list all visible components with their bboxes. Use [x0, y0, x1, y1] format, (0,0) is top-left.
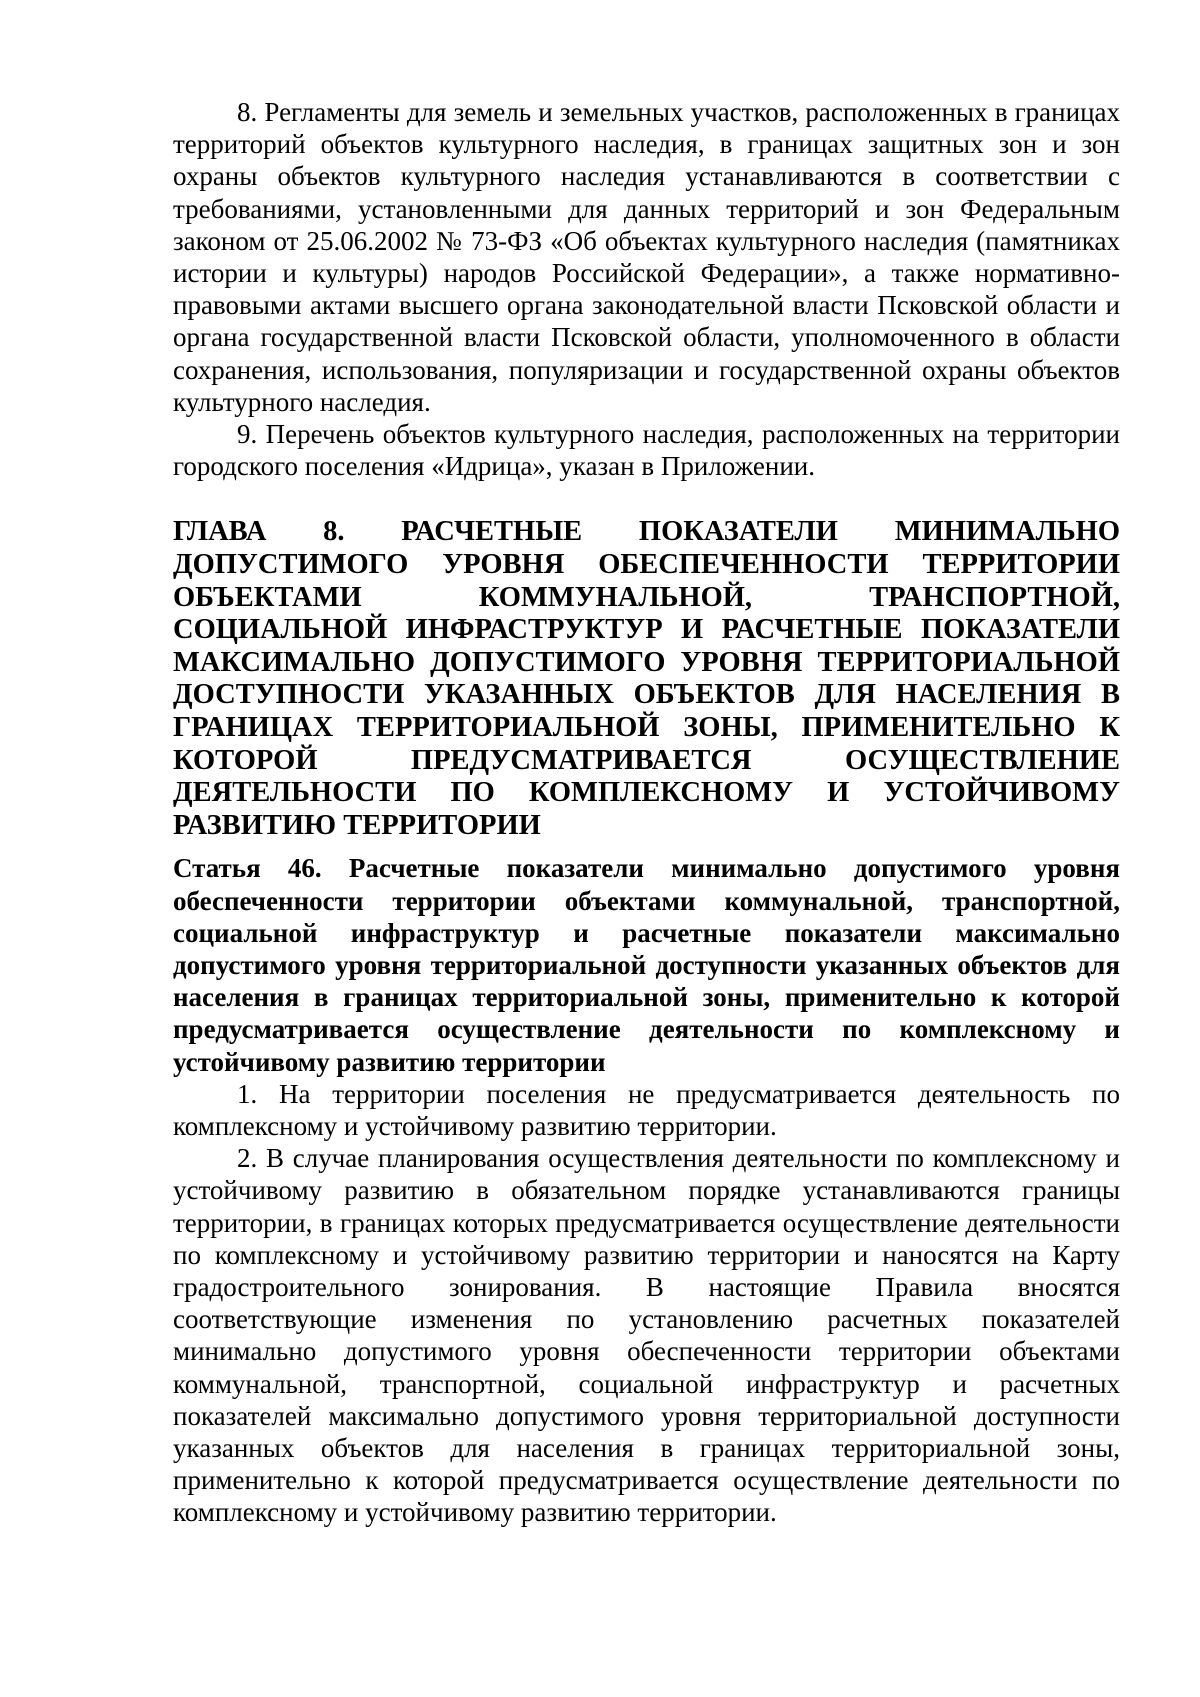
item-1: 1. На территории поселения не предусматривается деятельность по комплексному и устойчивому развитию территории. [173, 1078, 1120, 1141]
paragraph-8: 8. Регламенты для земель и земельных участков, расположенных в границах территорий объектов культурного наследия, в границах защитных зон и зон охраны объектов культурного наследия устанавливаются в соответствии с требованиями, установленными для данных территорий и зон Федеральным законом от 25.06.2002 № 73-ФЗ «Об объектах культурного наследия (памятниках истории и культуры) народов Российской Федерации», а также нормативно-правовыми актами высшего органа законодательной власти Псковской области и органа государственной власти Псковской области, уполномоченного в области сохранения, использования, популяризации и государственной охраны объектов культурного наследия. [173, 97, 1120, 417]
document-page [173, 96, 1120, 1529]
item-2: 2. В случае планирования осуществления деятельности по комплексному и устойчивому развитию в обязательном порядке устанавливаются границы территории, в границах которых предусматривается осуществление деятельности по комплексному и устойчивому развитию территории и наносятся на Карту градостроительного зонирования. В настоящие Правила вносятся соответствующие изменения по установлению расчетных показателей минимально допустимого уровня обеспеченности территории объектами коммунальной, транспортной, социальной инфраструктур и расчетных показателей максимально допустимого уровня территориальной доступности указанных объектов для населения в границах территориальной зоны, применительно к которой предусматривается осуществление деятельности по комплексному и устойчивому развитию территории. [173, 1143, 1120, 1528]
chapter-heading: ГЛАВА 8. РАСЧЕТНЫЕ ПОКАЗАТЕЛИ МИНИМАЛЬНО ДОПУСТИМОГО УРОВНЯ ОБЕСПЕЧЕННОСТИ ТЕРРИТОРИИ ОБЪЕКТАМИ КОММУНАЛЬНОЙ, ТРАНСПОРТНОЙ, СОЦИАЛЬНОЙ ИНФРАСТРУКТУР И РАСЧЕТНЫЕ ПОКАЗАТЕЛИ МАКСИМАЛЬНО ДОПУСТИМОГО УРОВНЯ ТЕРРИТОРИАЛЬНОЙ ДОСТУПНОСТИ УКАЗАННЫХ ОБЪЕКТОВ ДЛЯ НАСЕЛЕНИЯ В ГРАНИЦАХ ТЕРРИТОРИАЛЬНОЙ ЗОНЫ, ПРИМЕНИТЕЛЬНО К КОТОРОЙ ПРЕДУСМАТРИВАЕТСЯ ОСУЩЕСТВЛЕНИЕ ДЕЯТЕЛЬНОСТИ ПО КОМПЛЕКСНОМУ И УСТОЙЧИВОМУ РАЗВИТИЮ ТЕРРИТОРИИ [173, 516, 1120, 841]
article-heading: Статья 46. Расчетные показатели минимально допустимого уровня обеспеченности территории объектами коммунальной, транспортной, социальной инфраструктур и расчетные показатели максимально допустимого уровня территориальной доступности указанных объектов для населения в границах территориальной зоны, применительно к которой предусматривается осуществление деятельности по комплексному и устойчивому развитию территории [173, 853, 1120, 1077]
paragraph-9: 9. Перечень объектов культурного наследия, расположенных на территории городского поселения «Идрица», указан в Приложении. [173, 419, 1120, 482]
